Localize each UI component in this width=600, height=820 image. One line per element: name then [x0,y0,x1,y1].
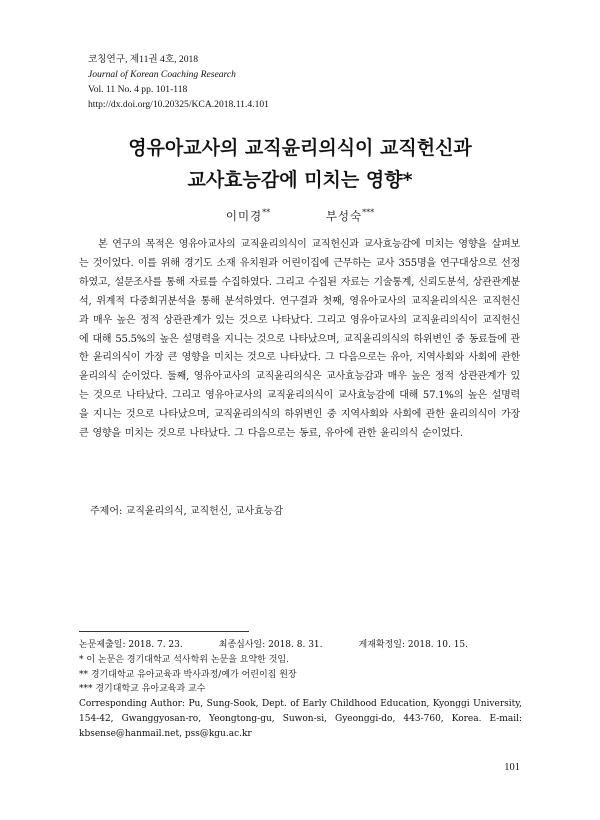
accepted-date: 게재확정일: 2018. 10. 15. [358,640,469,650]
doi-link[interactable]: http://dx.doi.org/10.20325/KCA.2018.11.4.101 [88,99,269,110]
author-2-name: 부성숙 [325,209,363,223]
author-2-mark: *** [362,208,375,218]
corresponding-author: Corresponding Author: Pu, Sung-Sook, Dept. of Early Childhood Education, Kyonggi University, 154-42, Gwanggyosan-ro, Yeongtong-gu, Suwon-si, Gyeonggi-do, 443-760, Korea. E-mail: kbsense@hanmail.net, pss@kgu.ac.kr [79,699,522,739]
author-2 [326,208,374,224]
footnote-1: * 이 논문은 경기대학교 석사학위 논문을 요약한 것임. [79,654,289,665]
journal-name: Journal of Korean Coaching Research [88,69,236,80]
author-1 [226,208,270,224]
title-line-2: 교사효능감에 미치는 영향* [187,169,413,191]
keywords: 주제어: 교직윤리의식, 교직헌신, 교사효능감 [90,506,284,517]
page-number: 101 [504,762,520,773]
author-1-name: 이미경 [225,209,263,223]
author-1-mark: ** [262,208,271,218]
journal-header [88,52,528,112]
received-date: 논문제출일: 2018. 7. 23. [79,640,183,650]
paper-title [60,132,540,196]
journal-issue-line: 코칭연구, 제11권 4호, 2018 [88,54,199,65]
abstract-text: 본 연구의 목적은 영유아교사의 교직윤리의식이 교직헌신과 교사효능감에 미치는 영향을 살펴보는 것이었다. 이를 위해 경기도 소재 유치원과 어린이집에 근무하는 교사 355명을 연구대상으로 선정하였고, 설문조사를 통해 자료를 수집하였다. 그리고 수집된 자료는 기술통계, 신뢰도분석, 상관관계분석, 위계적 다중회귀분석을 통해 분석하였다. 연구결과 첫째, 영유아교사의 교직윤리의식은 교직헌신과 매우 높은 정적 상관관계가 있는 것으로 나타났다. 그리고 영유아교사의 교직윤리의식이 교직헌신에 대해 55.5%의 높은 설명력을 지니는 것으로 나타났으며, 교직윤리의식의 하위변인 중 동료들에 관한 윤리의식이 가장 큰 영향을 미치는 것으로 나타났다. 그 다음으로는 유아, 지역사회와 사회에 관한 윤리의식 순이었다. 둘째, 영유아교사의 교직윤리의식은 교사효능감과 매우 높은 정적 상관관계가 있는 것으로 나타났다. 그리고 영유아교사의 교직윤리의식이 교사효능감에 대해 57.1%의 높은 설명력을 지니는 것으로 나타났으며, 교직윤리의식의 하위변인 중 지역사회와 사회에 관한 윤리의식이 가장 큰 영향을 미치는 것으로 나타났다. 그 다음으로는 동료, 유아에 관한 윤리의식 순이었다. [79,239,520,440]
submission-dates [79,638,522,653]
author-list [60,208,540,224]
footnote-3: *** 경기대학교 유아교육과 교수 [79,684,206,695]
footnote-2: ** 경기대학교 유아교육과 박사과정/예가 어린이집 원장 [79,669,297,680]
reviewed-date: 최종심사일: 2018. 8. 31. [218,640,323,650]
footnote-divider [79,631,249,632]
title-line-1: 영유아교사의 교직윤리의식이 교직헌신과 [128,137,472,159]
footnotes [79,638,522,742]
volume-pages: Vol. 11 No. 4 pp. 101-118 [88,84,188,95]
